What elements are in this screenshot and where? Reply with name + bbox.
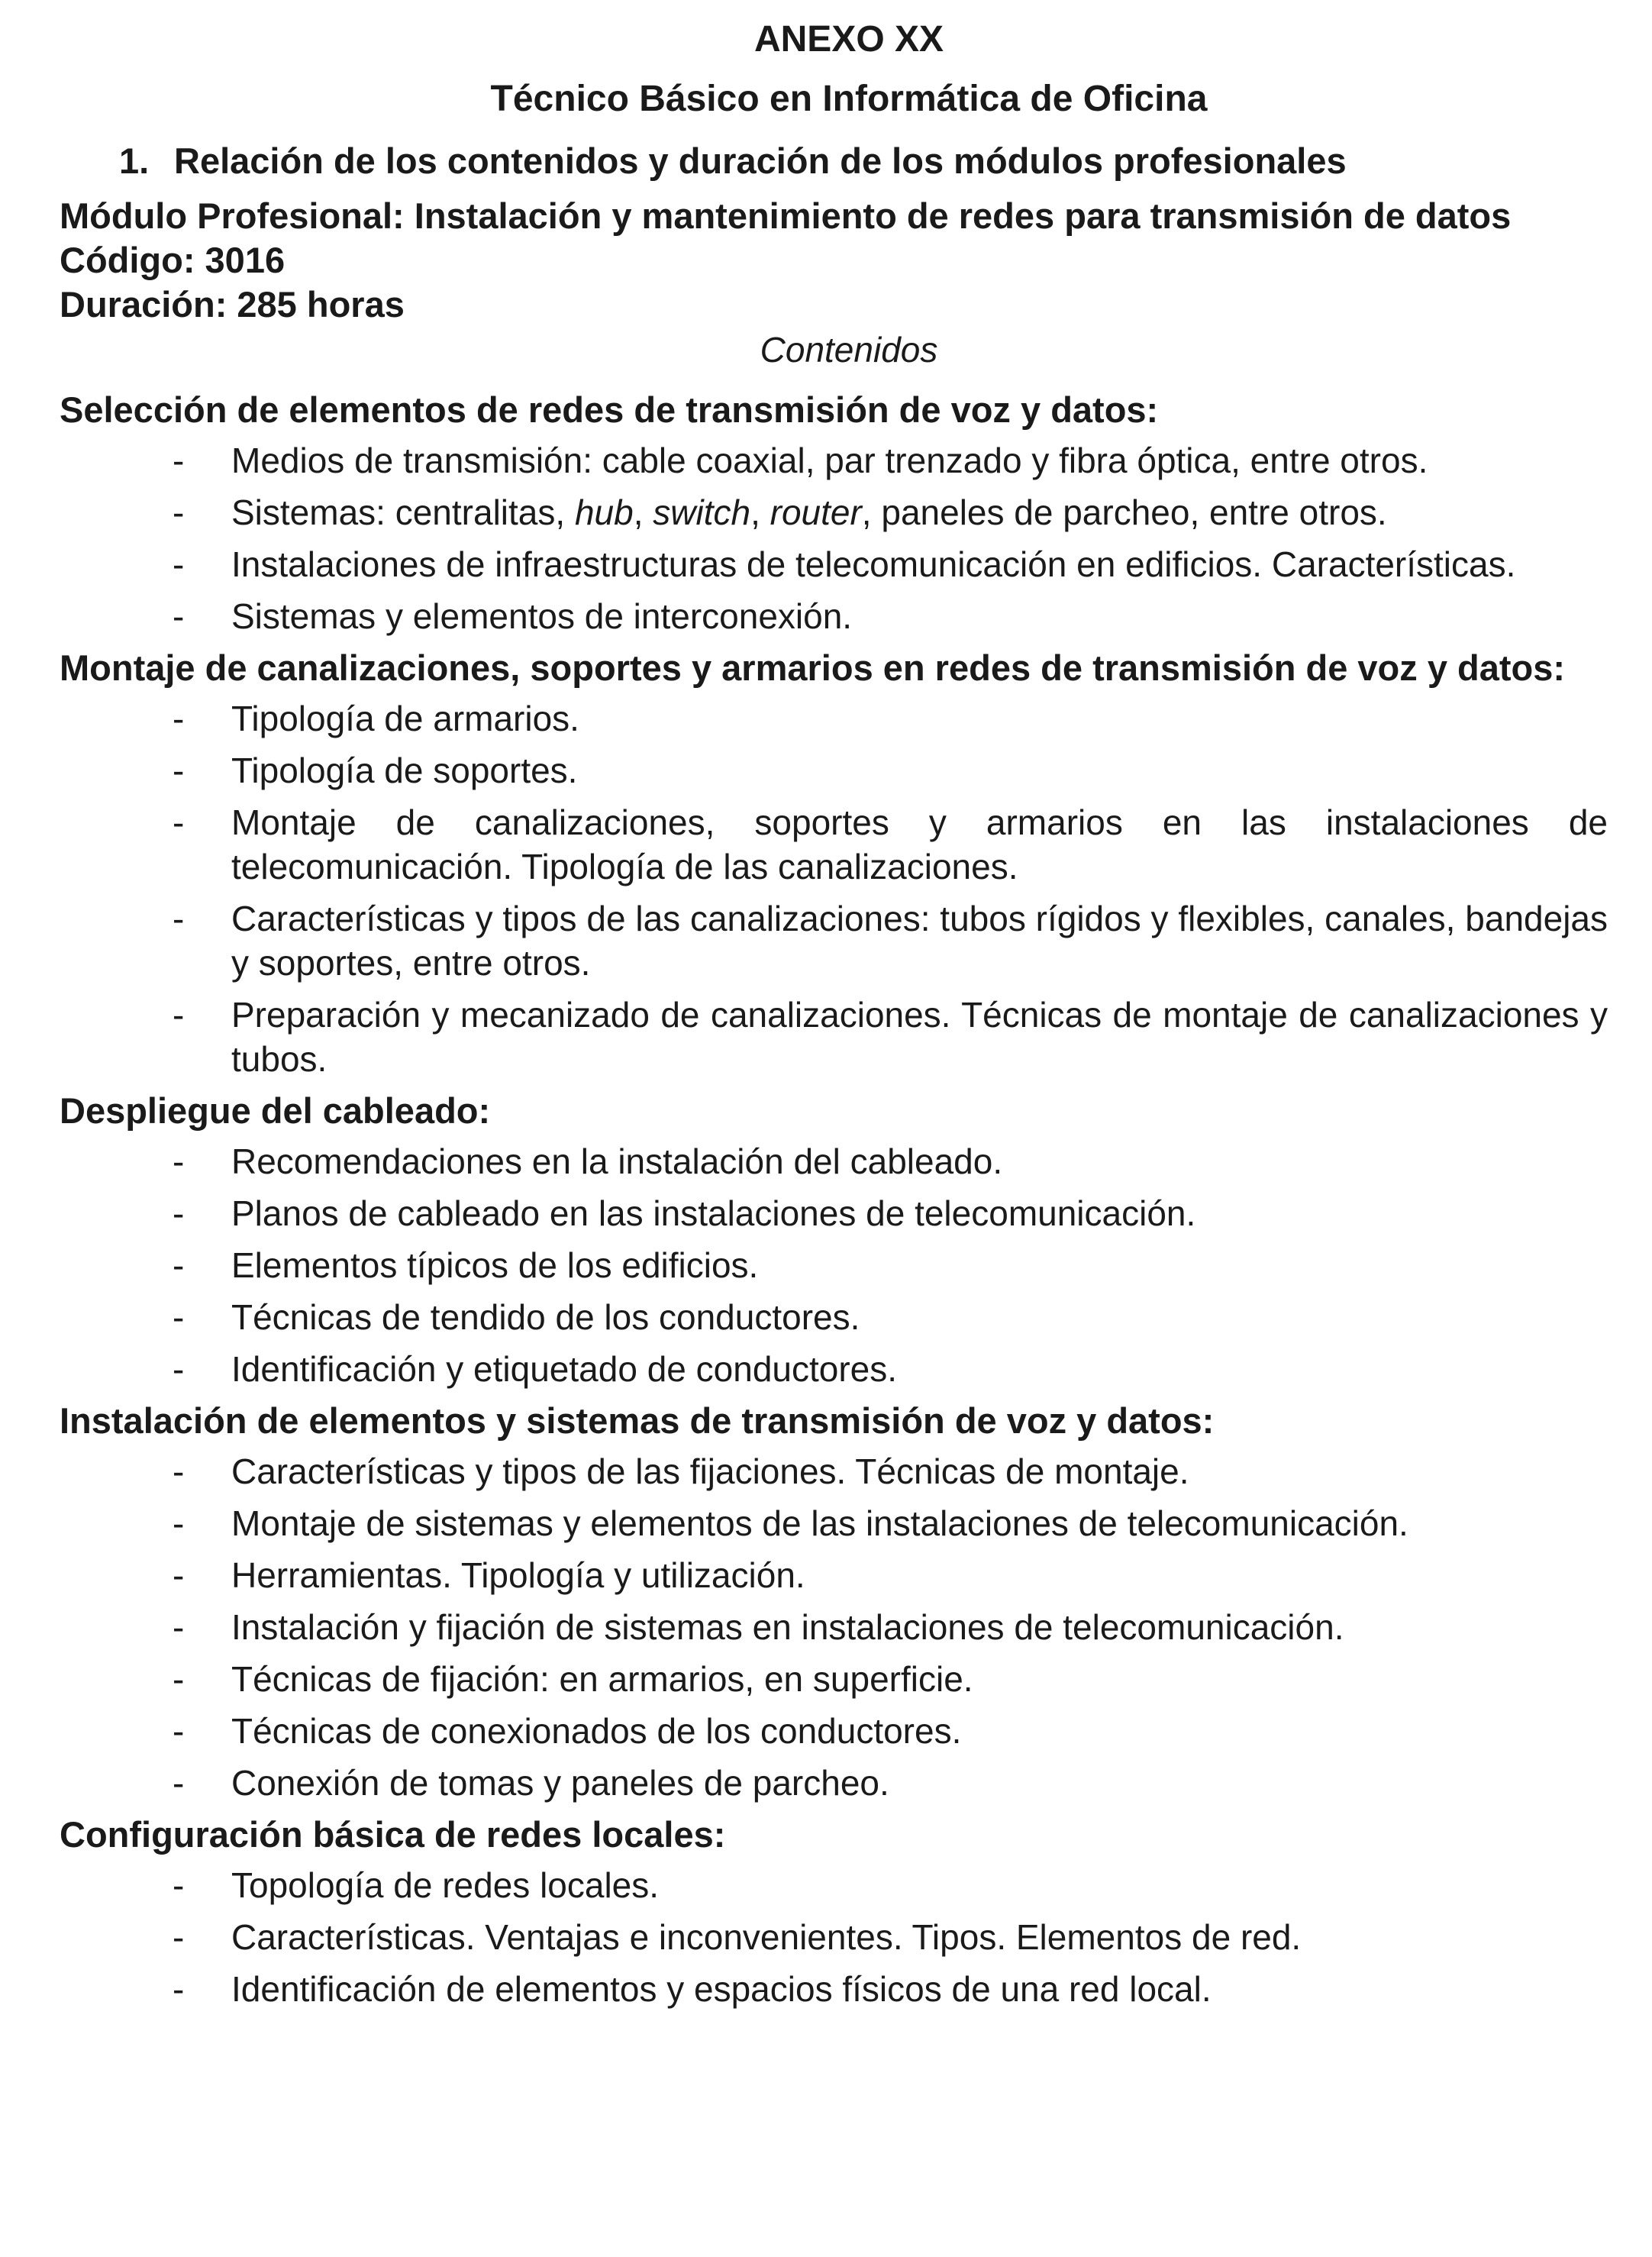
list-item: [60, 490, 1608, 534]
dash-bullet: -: [173, 699, 185, 738]
list-item: [60, 1863, 1608, 1907]
dash-bullet: -: [173, 1297, 185, 1337]
qualification-title: Técnico Básico en Informática de Oficina: [490, 79, 1208, 119]
annex-title: ANEXO XX: [753, 19, 944, 60]
list-item-term: router: [770, 492, 862, 532]
list-item-text: ,: [633, 492, 653, 532]
section-title: Relación de los contenidos y duración de los módulos profesionales: [174, 140, 1347, 181]
section-heading: [119, 139, 1608, 183]
dash-bullet: -: [173, 492, 185, 532]
group-item-list: [60, 696, 1608, 1081]
list-item: [60, 1501, 1608, 1545]
list-item: [60, 1139, 1608, 1183]
list-item-text: Técnicas de conexionados de los conductores.: [231, 1711, 962, 1751]
list-item-text: Instalación y fijación de sistemas en instalaciones de telecomunicación.: [231, 1607, 1344, 1647]
list-item-text: Conexión de tomas y paneles de parcheo.: [231, 1763, 889, 1803]
dash-bullet: -: [173, 1193, 185, 1233]
dash-bullet: -: [173, 1503, 185, 1543]
dash-bullet: -: [173, 1141, 185, 1181]
dash-bullet: -: [173, 1245, 185, 1285]
list-item: [60, 800, 1608, 889]
list-item-text: Montaje de canalizaciones, soportes y armarios en las instalaciones de telecomunicación. Tipología de las canalizaciones.: [231, 802, 1608, 886]
list-item: [60, 993, 1608, 1081]
list-item: [60, 1347, 1608, 1391]
list-item: [60, 1605, 1608, 1649]
list-item-text: Medios de transmisión: cable coaxial, par trenzado y fibra óptica, entre otros.: [231, 441, 1428, 480]
list-item: [60, 1553, 1608, 1597]
list-item-text: Identificación y etiquetado de conductores.: [231, 1349, 898, 1389]
group-heading: Selección de elementos de redes de transmisión de voz y datos:: [60, 389, 1159, 430]
list-item: [60, 1243, 1608, 1287]
content-groups: [60, 388, 1608, 2011]
module-info: [60, 194, 1608, 327]
list-item: [60, 542, 1608, 586]
list-item-text: , paneles de parcheo, entre otros.: [861, 492, 1387, 532]
section-number: 1.: [119, 140, 150, 181]
list-item-text: Tipología de armarios.: [231, 699, 579, 738]
dash-bullet: -: [173, 1555, 185, 1595]
list-item-text: ,: [750, 492, 770, 532]
dash-bullet: -: [173, 596, 185, 636]
dash-bullet: -: [173, 751, 185, 790]
list-item-text: Características y tipos de las fijaciones. Técnicas de montaje.: [231, 1451, 1189, 1491]
dash-bullet: -: [173, 1711, 185, 1751]
list-item-text: Recomendaciones en la instalación del cableado.: [231, 1141, 1003, 1181]
module-code: Código: 3016: [60, 240, 286, 280]
list-item-text: Montaje de sistemas y elementos de las instalaciones de telecomunicación.: [231, 1503, 1408, 1543]
list-item-text: Identificación de elementos y espacios físicos de una red local.: [231, 1969, 1212, 2009]
group-heading: Instalación de elementos y sistemas de transmisión de voz y datos:: [60, 1400, 1215, 1441]
list-item-term: hub: [574, 492, 634, 532]
dash-bullet: -: [173, 1917, 185, 1957]
group-heading: Montaje de canalizaciones, soportes y armarios en redes de transmisión de voz y datos:: [60, 647, 1566, 688]
group-item-list: [60, 1139, 1608, 1391]
list-item-text: Características. Ventajas e inconvenientes. Tipos. Elementos de red.: [231, 1917, 1302, 1957]
dash-bullet: -: [173, 1349, 185, 1389]
list-item-text: Topología de redes locales.: [231, 1865, 660, 1905]
list-item: [60, 594, 1608, 638]
dash-bullet: -: [173, 1607, 185, 1647]
dash-bullet: -: [173, 1969, 185, 2009]
list-item: [60, 1657, 1608, 1701]
group-item-list: [60, 1449, 1608, 1805]
list-item-text: Características y tipos de las canalizaciones: tubos rígidos y flexibles, canales, bandejas y soportes, entre otros.: [231, 899, 1608, 983]
list-item-text: Planos de cableado en las instalaciones de telecomunicación.: [231, 1193, 1196, 1233]
dash-bullet: -: [173, 1763, 185, 1803]
dash-bullet: -: [173, 1865, 185, 1905]
list-item-term: switch: [653, 492, 751, 532]
group-heading: Configuración básica de redes locales:: [60, 1814, 726, 1855]
list-item: [60, 748, 1608, 793]
list-item-text: Instalaciones de infraestructuras de telecomunicación en edificios. Características.: [231, 544, 1516, 584]
list-item: [60, 896, 1608, 985]
contents-label: Contenidos: [760, 330, 938, 370]
dash-bullet: -: [173, 995, 185, 1035]
document-page: [60, 15, 1608, 2019]
list-item: [60, 1915, 1608, 1959]
list-item-text: Sistemas y elementos de interconexión.: [231, 596, 853, 636]
list-item: [60, 438, 1608, 483]
list-item: [60, 1967, 1608, 2011]
list-item: [60, 1761, 1608, 1805]
list-item: [60, 1295, 1608, 1339]
dash-bullet: -: [173, 1451, 185, 1491]
dash-bullet: -: [173, 1659, 185, 1699]
dash-bullet: -: [173, 802, 185, 842]
list-item-text: Herramientas. Tipología y utilización.: [231, 1555, 805, 1595]
list-item: [60, 1449, 1608, 1493]
dash-bullet: -: [173, 899, 185, 938]
list-item-text: Técnicas de tendido de los conductores.: [231, 1297, 860, 1337]
group-item-list: [60, 438, 1608, 638]
list-item-text: Técnicas de fijación: en armarios, en superficie.: [231, 1659, 973, 1699]
list-item: [60, 1191, 1608, 1235]
list-item-text: Elementos típicos de los edificios.: [231, 1245, 759, 1285]
list-item-text: Sistemas: centralitas,: [231, 492, 575, 532]
group-item-list: [60, 1863, 1608, 2011]
list-item: [60, 1709, 1608, 1753]
group-heading: Despliegue del cableado:: [60, 1090, 491, 1131]
list-item: [60, 696, 1608, 741]
list-item-text: Preparación y mecanizado de canalizaciones. Técnicas de montaje de canalizaciones y tubos.: [231, 995, 1608, 1079]
module-duration: Duración: 285 horas: [60, 284, 405, 325]
dash-bullet: -: [173, 544, 185, 584]
list-item-text: Tipología de soportes.: [231, 751, 578, 790]
dash-bullet: -: [173, 441, 185, 480]
module-label: Módulo Profesional: Instalación y mantenimiento de redes para transmisión de datos: [60, 195, 1512, 236]
